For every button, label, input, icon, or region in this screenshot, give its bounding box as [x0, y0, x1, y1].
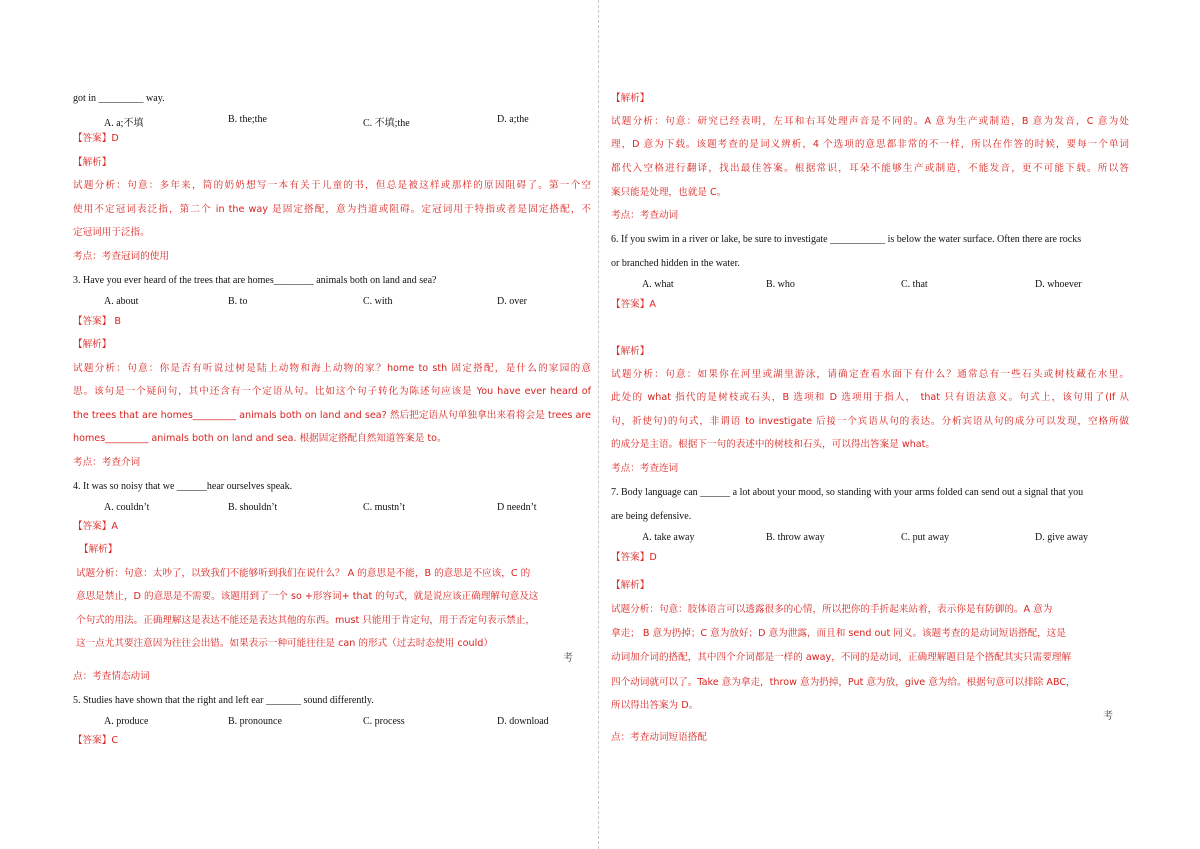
q5-analysis-line: 理，D 意为下载。该题考查的是词义辨析，4 个选项的意思都非常的不一样，所以在作答的时候，要每一个单词: [611, 139, 1129, 150]
q4-analysis-line: 个句式的用法。正确理解这是表达不能还是表达其他的东西。must 只能用于肯定句，用于否定句表示禁止，: [76, 615, 535, 626]
q2-option-a: A. a;不填: [104, 118, 144, 129]
q5-stem: 5. Studies have shown that the right and left ear _______ sound differently.: [73, 695, 374, 706]
q2-analysis-line: 试题分析：句意：多年来，筒的奶奶想写一本有关于儿童的书，但总是被这样或那样的原因阻碍了。第一个空: [73, 180, 591, 191]
q2-option-b: B. the;the: [228, 114, 267, 125]
q6-option-a: A. what: [642, 279, 674, 290]
q7-option-a: A. take away: [642, 532, 695, 543]
q3-option-d: D. over: [497, 296, 527, 307]
q6-option-b: B. who: [766, 279, 795, 290]
q5-analysis-header: 【解析】: [611, 93, 650, 104]
q3-analysis-line: 思。该句是一个疑问句，其中还含有一个定语从句。比如这个句子转化为陈述句应该是 You have ever heard of: [73, 386, 591, 397]
q2-analysis-line: 使用不定冠词表泛指，第二个 in the way 是固定搭配，意为挡道或阻碍。定冠词用于特指或者是固定搭配，不: [73, 204, 591, 215]
q4-option-b: B. shouldn’t: [228, 502, 278, 513]
q6-analysis-header: 【解析】: [611, 346, 650, 357]
q3-analysis-line: 试题分析：句意：你是否有听说过树是陆上动物和海上动物的家？home to sth 固定搭配，是什么的家园的意: [73, 363, 591, 374]
q7-analysis-header: 【解析】: [611, 580, 650, 591]
q3-kaodian: 考点：考查介词: [73, 457, 141, 468]
q7-kaodian: 点：考查动词短语搭配: [611, 732, 707, 743]
q6-option-c: C. that: [901, 279, 928, 290]
q4-option-d: D needn’t: [497, 502, 537, 513]
q5-option-a: A. produce: [104, 716, 149, 727]
q2-answer: 【答案】D: [73, 133, 119, 144]
q4-analysis-line: 意思是禁止，D 的意思是不需要。该题用到了一个 so +形容词+ that 的句式，就是说应该正确理解句意及这: [76, 591, 539, 602]
q4-analysis-line: 这一点尤其要注意因为往往会出错。如果表示一种可能往往是 can 的形式（过去时态使用 could）: [76, 638, 493, 649]
q7-analysis-line: 动词加介词的搭配，其中四个介词都是一样的 away，不同的是动词，正确理解题目是个搭配其实只需要理解: [611, 652, 1072, 663]
q7-option-c: C. put away: [901, 532, 950, 543]
q2-option-d: D. a;the: [497, 114, 529, 125]
q2-kaodian: 考点：考查冠词的使用: [73, 251, 169, 262]
q4-kaodian: 点：考查情态动词: [73, 671, 150, 682]
q5-kaodian: 考点：考查动词: [611, 210, 679, 221]
q7-analysis-line: 试题分析：句意：肢体语言可以透露很多的心情，所以把你的手折起来站着，表示你是有防御的。A 意为: [611, 604, 1053, 615]
q7-analysis-line: 所以得出答案为 D。: [611, 700, 699, 711]
q7-option-d: D. give away: [1035, 532, 1089, 543]
q6-analysis-line: 的成分是主语。根据下一句的表述中的树枝和石头，可以得出答案是 what。: [611, 439, 936, 450]
q7-analysis-line: 四个动词就可以了。Take 意为拿走，throw 意为扔掉，Put 意为放，give 意为给。根据句意可以排除 ABC，: [611, 677, 1076, 688]
q4-kaodian-prefix: 考: [563, 653, 573, 664]
q6-kaodian: 考点：考查连词: [611, 463, 679, 474]
q4-analysis-header: 【解析】: [79, 544, 118, 555]
q6-stem-line: 6. If you swim in a river or lake, be sure to investigate ___________ is below the water surface. Often there are rocks: [611, 234, 1082, 245]
q3-option-b: B. to: [228, 296, 248, 307]
q6-answer: 【答案】A: [611, 299, 656, 310]
q6-analysis-line: 此处的 what 指代的是树枝或石头，B 选项和 D 选项用于指人， that 只有语法意义。句式上，该句用了(If 从: [611, 392, 1129, 403]
q3-option-c: C. with: [363, 296, 393, 307]
q2-option-c: C. 不填;the: [363, 118, 410, 129]
q2-analysis-line: 定冠词用于泛指。: [73, 227, 150, 238]
q6-option-d: D. whoever: [1035, 279, 1082, 290]
q3-analysis-header: 【解析】: [73, 339, 112, 350]
q7-answer: 【答案】D: [611, 552, 657, 563]
q7-analysis-line: 拿走； B 意为扔掉；C 意为放好；D 意为泄露，而且和 send out 同义。该题考查的是动词短语搭配，这是: [611, 628, 1066, 639]
right-column: [611, 0, 1129, 849]
q2-analysis-header: 【解析】: [73, 157, 112, 168]
q5-analysis-line: 试题分析：句意：研究已经表明，左耳和右耳处理声音是不同的。A 意为生产或制造，B 意为发音，C 意为处: [611, 116, 1129, 127]
page-divider: [598, 0, 599, 849]
q4-stem: 4. It was so noisy that we ______hear ourselves speak.: [73, 481, 293, 492]
q5-analysis-line: 都代入空格进行翻译，找出最佳答案。根据常识，耳朵不能够生产或制造，不能发音，更不可能下载。所以答: [611, 163, 1129, 174]
q5-option-b: B. pronounce: [228, 716, 282, 727]
q3-analysis-line: homes_________ animals both on land and sea. 根据固定搭配自然知道答案是 to。: [73, 433, 447, 444]
q2-stem-tail: got in _________ way.: [73, 93, 165, 104]
q6-analysis-line: 句，祈使句)的句式，非谓语 to investigate 后接一个宾语从句的表达。分析宾语从句的成分可以发现，空格所做: [611, 416, 1129, 427]
q7-stem-line: are being defensive.: [611, 511, 692, 522]
q4-answer: 【答案】A: [73, 521, 118, 532]
q3-analysis-line: the trees that are homes_________ animals both on land and sea? 然后把定语从句单独拿出来看将会是 trees are: [73, 410, 591, 421]
q4-analysis-line: 试题分析：句意：太吵了，以致我们不能够听到我们在说什么？ A 的意思是不能，B 的意思是不应该，C 的: [76, 568, 531, 579]
left-column: [73, 0, 591, 849]
q7-option-b: B. throw away: [766, 532, 825, 543]
q7-stem-line: 7. Body language can ______ a lot about your mood, so standing with your arms folded can send out a signal that you: [611, 487, 1084, 498]
q6-stem-line: or branched hidden in the water.: [611, 258, 740, 269]
q4-option-a: A. couldn’t: [104, 502, 150, 513]
q6-analysis-line: 试题分析：句意：如果你在河里或湖里游泳，请确定查看水面下有什么？通常总有一些石头或树枝藏在水里。: [611, 369, 1129, 380]
q5-answer: 【答案】C: [73, 735, 119, 746]
q5-option-c: C. process: [363, 716, 405, 727]
q5-analysis-line: 案只能是处理，也就是 C。: [611, 187, 727, 198]
q3-answer: 【答案】 B: [73, 316, 122, 327]
q4-option-c: C. mustn’t: [363, 502, 406, 513]
q5-option-d: D. download: [497, 716, 549, 727]
q3-stem: 3. Have you ever heard of the trees that are homes________ animals both on land and sea?: [73, 275, 437, 286]
q7-kaodian-prefix: 考: [1103, 711, 1113, 722]
q3-option-a: A. about: [104, 296, 139, 307]
